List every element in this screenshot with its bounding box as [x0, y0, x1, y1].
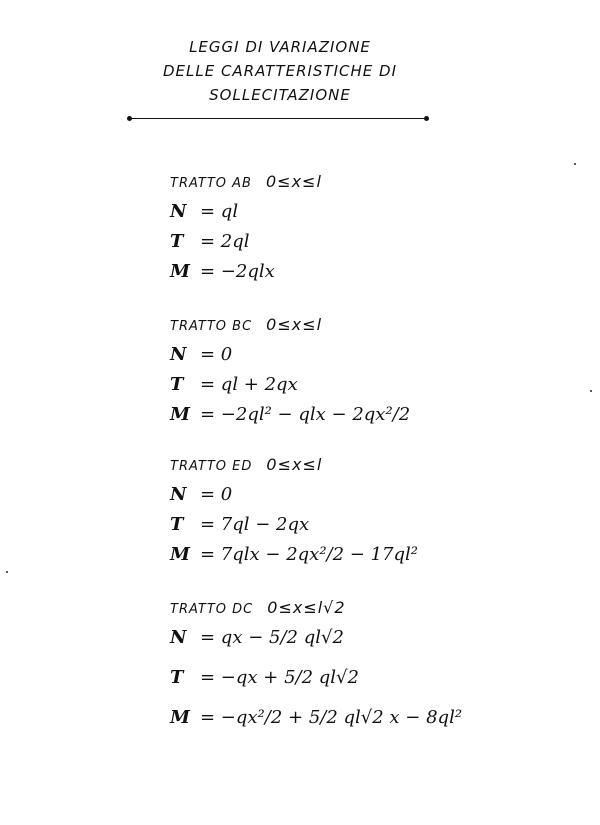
eq-rhs: = −qx²/2 + 5/2 ql√2 x − 8ql²	[200, 707, 463, 728]
equation-n	[170, 484, 418, 514]
eq-rhs: = −2ql² − qlx − 2qx²/2	[200, 404, 411, 425]
title-underline	[130, 118, 426, 119]
section-heading	[170, 455, 418, 474]
section-name: TRATTO BC	[170, 319, 253, 334]
eq-rhs: = 7ql − 2qx	[200, 514, 310, 535]
eq-var: T	[170, 514, 184, 535]
equation-m	[170, 404, 410, 434]
section-heading	[170, 315, 410, 334]
section-heading	[170, 172, 322, 191]
eq-var: N	[170, 201, 187, 222]
section-range: 0≤x≤l	[266, 315, 323, 334]
eq-rhs: = −qx + 5/2 ql√2	[200, 667, 359, 688]
equation-t	[170, 374, 410, 404]
rule-end-dot	[424, 116, 429, 121]
section-ab	[170, 172, 322, 291]
equation-t	[170, 231, 322, 261]
equation-t	[170, 514, 418, 544]
section-range: 0≤x≤l	[265, 172, 322, 191]
section-bc	[170, 315, 410, 434]
section-name: TRATTO DC	[170, 602, 254, 617]
title-line-3: SOLLECITAZIONE	[209, 86, 351, 104]
section-dc	[170, 598, 462, 747]
scan-speck	[574, 163, 576, 165]
equation-n	[170, 627, 462, 667]
eq-var: T	[170, 374, 184, 395]
eq-var: T	[170, 231, 184, 252]
equation-m	[170, 261, 322, 291]
eq-var: N	[170, 627, 187, 648]
eq-rhs: = qx − 5/2 ql√2	[200, 627, 344, 648]
equation-m	[170, 707, 462, 747]
title-line-2: DELLE CARATTERISTICHE DI	[162, 62, 398, 80]
section-range: 0≤x≤l√2	[267, 598, 346, 617]
eq-rhs: = 2ql	[200, 231, 250, 252]
section-name: TRATTO ED	[170, 459, 253, 474]
eq-var: N	[170, 344, 187, 365]
eq-rhs: = −2qlx	[200, 261, 275, 282]
eq-rhs: = ql	[200, 201, 239, 222]
equation-t	[170, 667, 462, 707]
section-ed	[170, 455, 418, 574]
eq-rhs: = 7qlx − 2qx²/2 − 17ql²	[200, 544, 418, 565]
scan-speck	[590, 390, 592, 392]
eq-rhs: = ql + 2qx	[200, 374, 298, 395]
equation-m	[170, 544, 418, 574]
eq-rhs: = 0	[200, 484, 233, 505]
section-range: 0≤x≤l	[266, 455, 323, 474]
eq-var: M	[170, 707, 190, 728]
eq-var: T	[170, 667, 184, 688]
scan-speck	[6, 571, 8, 573]
eq-var: N	[170, 484, 187, 505]
equation-n	[170, 201, 322, 231]
eq-rhs: = 0	[200, 344, 233, 365]
title-line-1: LEGGI DI VARIAZIONE	[189, 38, 371, 56]
section-heading	[170, 598, 462, 617]
section-name: TRATTO AB	[170, 176, 252, 191]
eq-var: M	[170, 404, 190, 425]
eq-var: M	[170, 544, 190, 565]
equation-n	[170, 344, 410, 374]
eq-var: M	[170, 261, 190, 282]
